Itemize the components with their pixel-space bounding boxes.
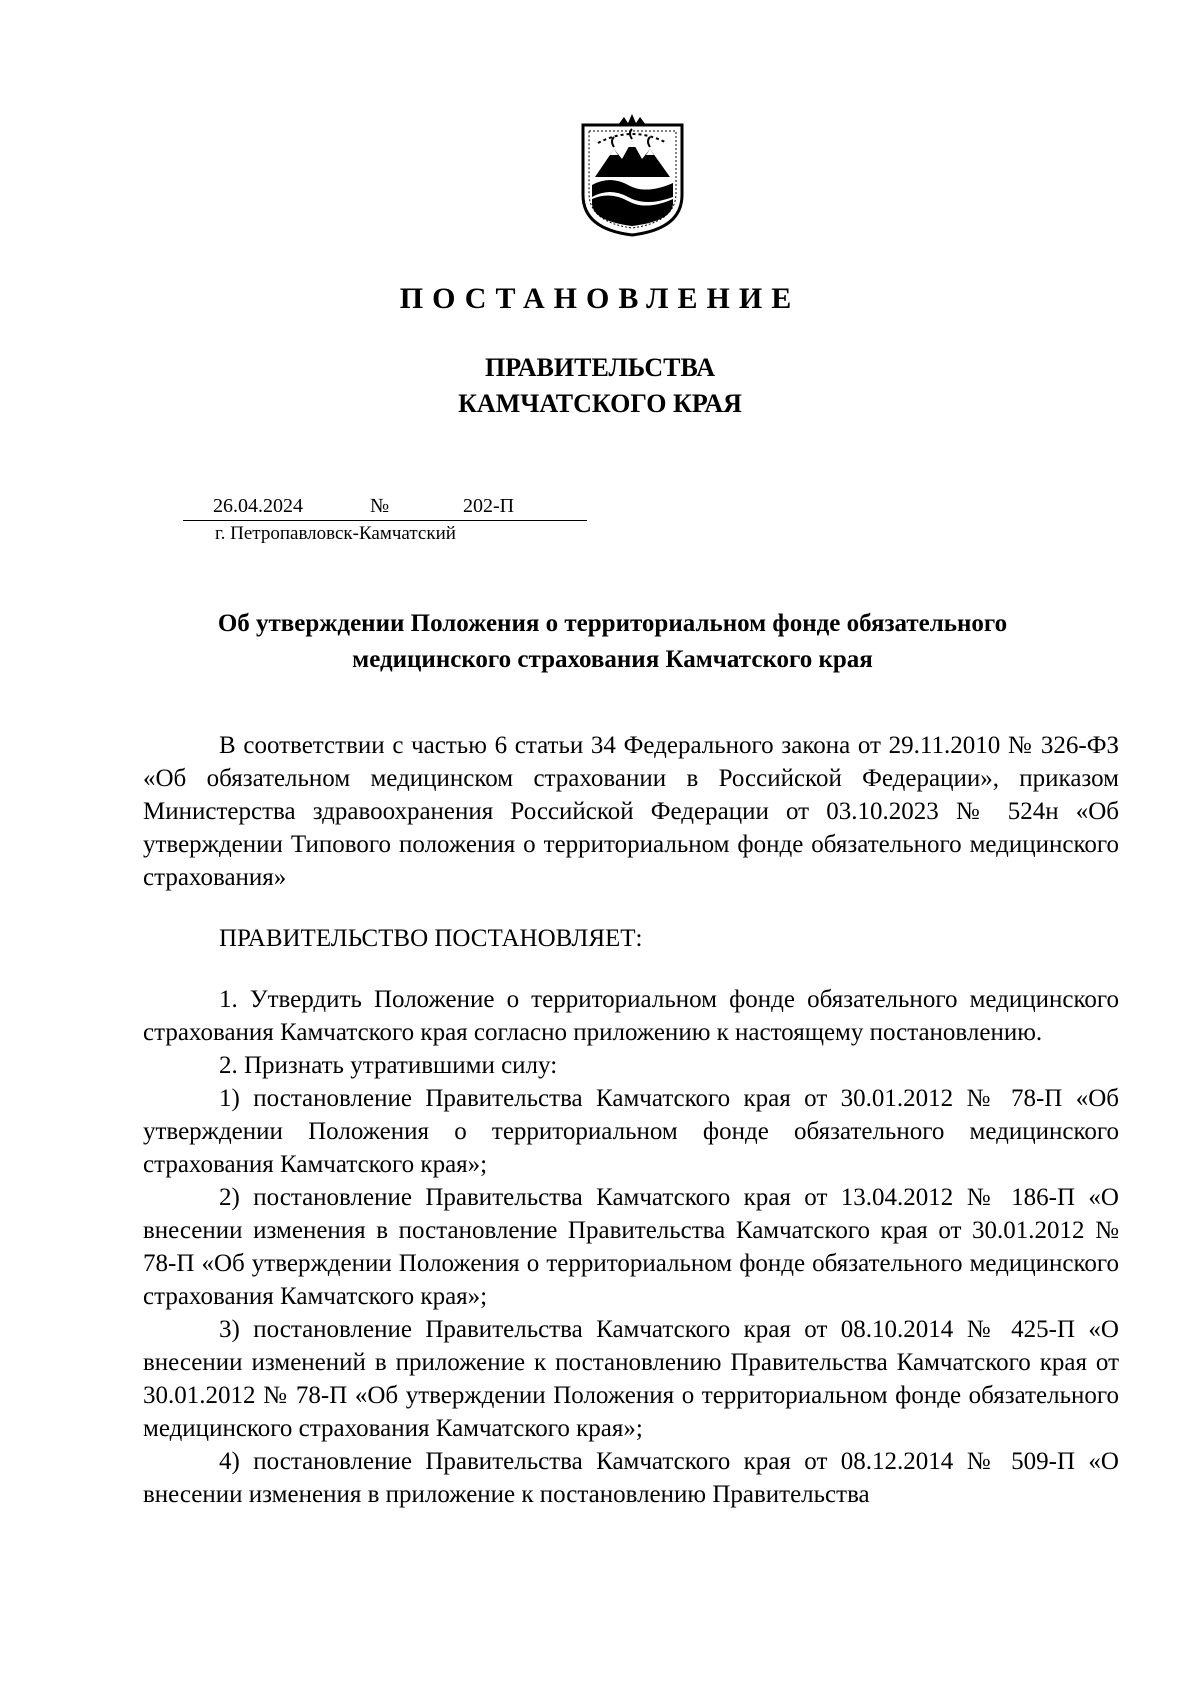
registration-underline [183,520,587,521]
document-title [140,606,1085,678]
subitem-4: 4) постановление Правительства Камчатского края от 08.12.2014 № 509-П «О внесении изменения в приложение к постановлению Правительства [143,1448,1119,1508]
preamble-paragraph: В соответствии с частью 6 статьи 34 Федерального закона от 29.11.2010 № 326-ФЗ «Об обязательном медицинском страховании в Российской Федерации», приказом Министерства здравоохранения Российской Федерации от 03.10.2023 № 524н «Об утверждении Типового положения о территориальном фонде обязательного медицинского страхования» [143,732,1119,891]
registration-line [183,495,587,521]
title-line-2: медицинского страхования Камчатского края [352,646,873,673]
city-line: г. Петропавловск-Камчатский [215,523,456,544]
subitem-2: 2) постановление Правительства Камчатского края от 13.04.2012 № 186-П «О внесении изменения в постановление Правительства Камчатского края от 30.01.2012 № 78-П «Об утверждении Положения о территориальном фонде обязательного медицинского страхования Камчатского края»; [143,1184,1119,1310]
issuing-authority [0,350,1200,422]
authority-line-2: КАМЧАТСКОГО КРАЯ [458,389,742,418]
subitem-1: 1) постановление Правительства Камчатского края от 30.01.2012 № 78-П «Об утверждении Положения о территориальном фонде обязательного медицинского страхования Камчатского края»; [143,1085,1119,1178]
coat-of-arms-icon [580,111,685,237]
title-line-1: Об утверждении Положения о территориальном фонде обязательного [217,610,1008,637]
number-sign: № [370,495,390,517]
document-date: 26.04.2024 [213,495,303,517]
document-type-heading: ПОСТАНОВЛЕНИЕ [399,282,801,315]
item-1: 1. Утвердить Положение о территориальном фонде обязательного медицинского страхования Камчатского края согласно приложению к настоящему постановлению. [143,986,1119,1046]
authority-line-1: ПРАВИТЕЛЬСТВА [485,353,715,382]
item-2: 2. Признать утратившими силу: [219,1052,558,1079]
subitem-3: 3) постановление Правительства Камчатского края от 08.10.2014 № 425-П «О внесении изменений в приложение к постановлению Правительства Камчатского края от 30.01.2012 № 78-П «Об утверждении Положения о территориальном фонде обязательного медицинского страхования Камчатского края»; [143,1316,1119,1442]
document-body [143,729,1119,1511]
decree-statement: ПРАВИТЕЛЬСТВО ПОСТАНОВЛЯЕТ: [219,925,643,952]
document-number: 202-П [463,495,515,517]
